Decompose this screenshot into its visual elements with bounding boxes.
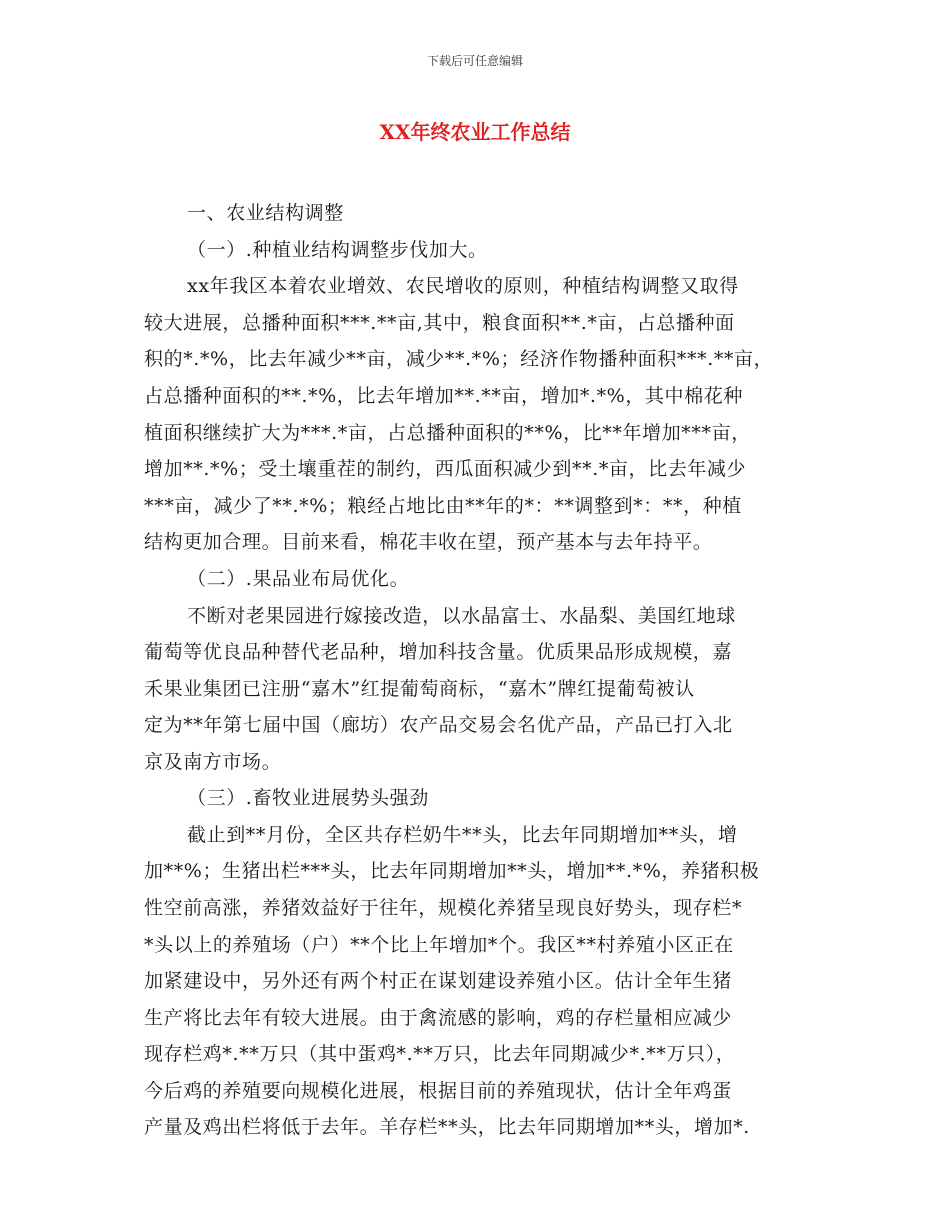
paragraph-line: 加**%；生猪出栏***头，比去年同期增加**头，增加**.*%，养猪积极 bbox=[144, 860, 760, 882]
paragraph-line: 截止到**月份，全区共存栏奶牛**头，比去年同期增加**头，增 bbox=[187, 824, 738, 846]
paragraph-line: 京及南方市场。 bbox=[144, 751, 282, 773]
paragraph-line: 积的*.*%，比去年减少**亩，减少**.*%；经济作物播种面积***.**亩， bbox=[144, 348, 774, 370]
paragraph-line: xx年我区本着农业增效、农民增收的原则，种植结构调整又取得 bbox=[187, 275, 739, 297]
paragraph-line: 生产将比去年有较大进展。由于禽流感的影响，鸡的存栏量相应减少 bbox=[144, 1007, 733, 1029]
paragraph-line: 今后鸡的养殖要向规模化进展，根据目前的养殖现状，估计全年鸡蛋 bbox=[144, 1080, 733, 1102]
paragraph-line: 产量及鸡出栏将低于去年。羊存栏**头，比去年同期增加**头，增加*. bbox=[144, 1116, 750, 1138]
section-heading: 一、农业结构调整 bbox=[187, 202, 344, 224]
paragraph-line: 较大进展，总播种面积***.**亩,其中，粮食面积**.*亩，占总播种面 bbox=[144, 312, 735, 334]
paragraph-line: 增加**.*%；受土壤重茬的制约，西瓜面积减少到**.*亩，比去年减少 bbox=[144, 458, 747, 480]
subsection-heading: （二）.果品业布局优化。 bbox=[187, 568, 410, 590]
page-header: 下载后可任意编辑 bbox=[426, 54, 523, 68]
paragraph-line: 禾果业集团已注册“嘉木”红提葡萄商标，“嘉木”牌红提葡萄被认 bbox=[144, 678, 695, 700]
paragraph-line: 性空前高涨，养猪效益好于往年，规模化养猪呈现良好势头，现存栏* bbox=[144, 897, 743, 919]
paragraph-line: 占总播种面积的**.*%，比去年增加**.**亩，增加*.*%，其中棉花种 bbox=[144, 385, 743, 407]
paragraph-line: *头以上的养殖场（户）**个比上年增加*个。我区**村养殖小区正在 bbox=[144, 934, 734, 956]
paragraph-line: 植面积继续扩大为***.*亩，占总播种面积的**%，比**年增加***亩， bbox=[144, 422, 751, 444]
document-title: XX年终农业工作总结 bbox=[379, 120, 571, 144]
paragraph-line: 定为**年第七届中国（廊坊）农产品交易会名优产品，产品已打入北 bbox=[144, 714, 733, 736]
subsection-heading: （一）.种植业结构调整步伐加大。 bbox=[187, 239, 488, 261]
paragraph-line: 葡萄等优良品种替代老品种，增加科技含量。优质果品形成规模，嘉 bbox=[144, 641, 733, 663]
subsection-heading: （三）.畜牧业进展势头强劲 bbox=[187, 787, 429, 809]
paragraph-line: ***亩，减少了**.*%；粮经占地比由**年的*：**调整到*：**，种植 bbox=[144, 495, 742, 517]
paragraph-line: 不断对老果园进行嫁接改造，以水晶富士、水晶梨、美国红地球 bbox=[187, 605, 736, 627]
paragraph-line: 现存栏鸡*.**万只（其中蛋鸡*.**万只，比去年同期减少*.**万只）， bbox=[144, 1043, 736, 1065]
paragraph-line: 结构更加合理。目前来看，棉花丰收在望，预产基本与去年持平。 bbox=[144, 531, 713, 553]
paragraph-line: 加紧建设中，另外还有两个村正在谋划建设养殖小区。估计全年生猪 bbox=[144, 970, 733, 992]
